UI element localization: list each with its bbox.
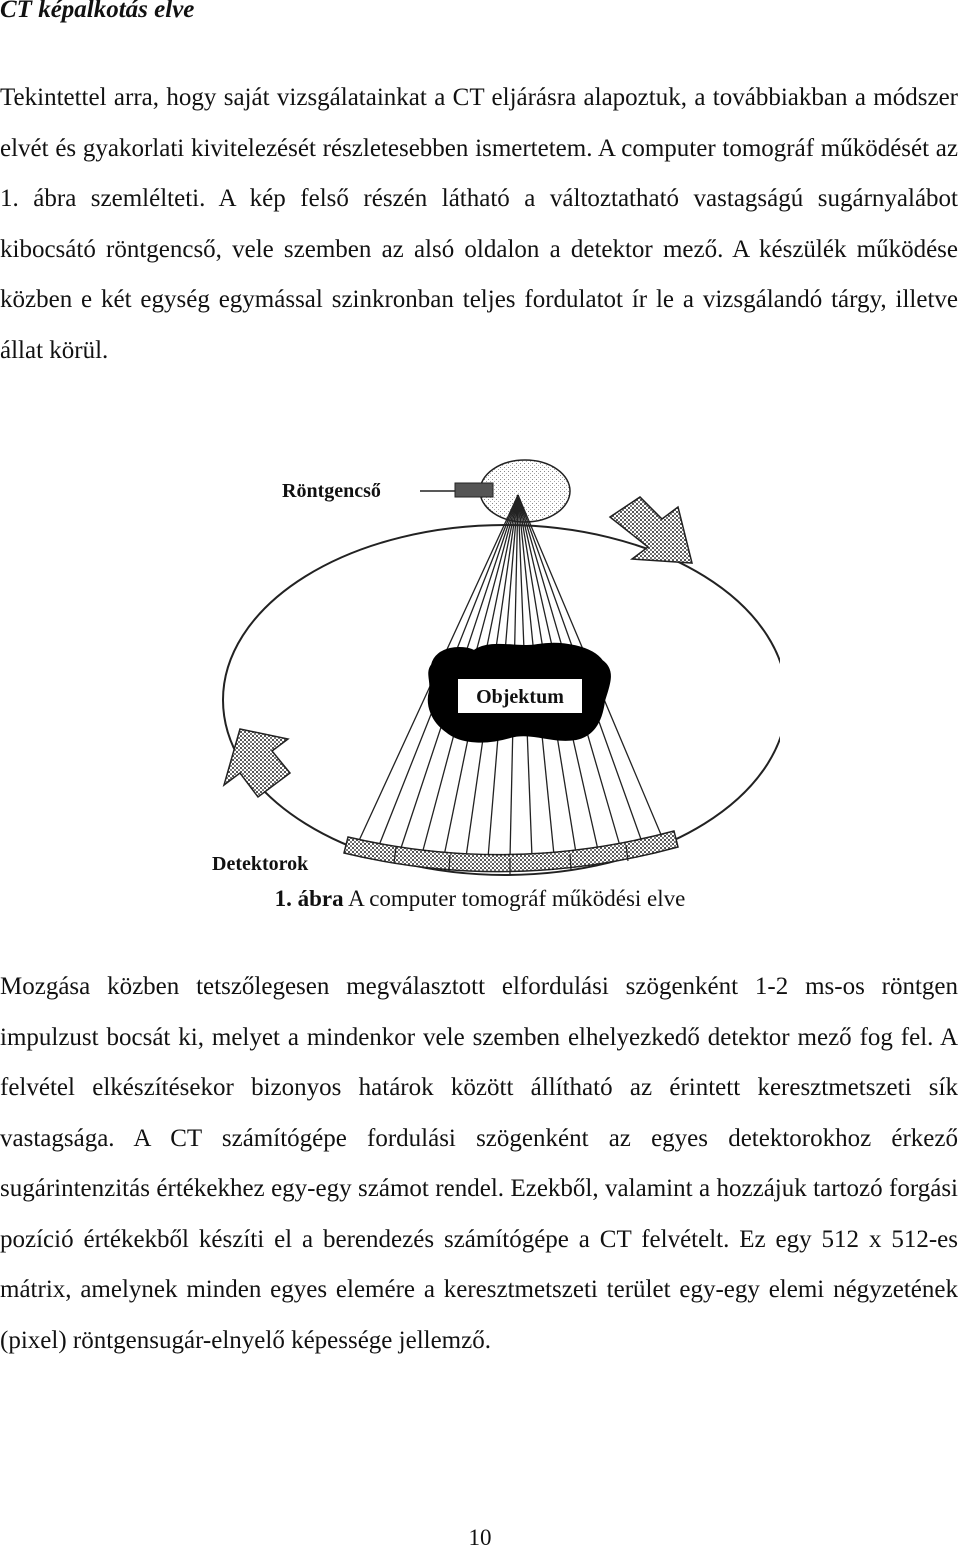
intro-paragraph: Tekintettel arra, hogy saját vizsgálatainkat a CT eljárásra alapoztuk, a továbbiakban a módszer elvét és gyakorlati kivitelezését részletesebben ismertetem. A computer tomográf működését az 1. ábra szemlélteti. A kép felső részén látható a változtatható vastagságú sugárnyalábot kibocsátó röntgencső, vele szemben az alsó oldalon a detektor mező. A készülék működése közben e két egység egymással szinkronban teljes fordulatot ír le a vizsgálandó tárgy, illetve állat körül. bbox=[0, 84, 958, 364]
figure-caption bbox=[0, 886, 960, 912]
figure-caption-text: A computer tomográf működési elve bbox=[348, 886, 686, 911]
detectors-label: Detektorok bbox=[212, 853, 309, 875]
object-label: Objektum bbox=[476, 686, 564, 708]
ct-principle-figure bbox=[200, 455, 780, 895]
body-paragraph: Mozgása közben tetszőlegesen megválasztott elfordulási szögenként 1-2 ms-os röntgen impulzust bocsát ki, melyet a mindenkor vele szemben elhelyezkedő detektor mező fog fel. A felvétel elkészítésekor bizonyos határok között állítható az érintett keresztmetszeti sík vastagsága. A CT számítógépe fordulási szögenként az egyes detektorokhoz érkező sugárintenzitás értékekhez egy-egy számot rendel. Ezekből, valamint a hozzájuk tartozó forgási pozíció értékekből készíti el a berendezés számítógépe a CT felvételt. Ez egy 512 x 512-es mátrix, amelynek minden egyes elemére a keresztmetszeti terület egy-egy elemi négyzetének (pixel) röntgensugár-elnyelő képessége jellemző. bbox=[0, 973, 958, 1354]
figure-number: 1. ábra bbox=[274, 886, 344, 911]
rotation-arrow-icon bbox=[610, 497, 692, 563]
rotation-arrow-icon bbox=[224, 729, 290, 797]
page-number: 10 bbox=[468, 1525, 492, 1550]
tube-body bbox=[455, 483, 493, 497]
ct-diagram bbox=[200, 455, 780, 895]
tube-label: Röntgencső bbox=[282, 480, 381, 502]
section-heading: CT képalkotás elve bbox=[0, 0, 195, 23]
